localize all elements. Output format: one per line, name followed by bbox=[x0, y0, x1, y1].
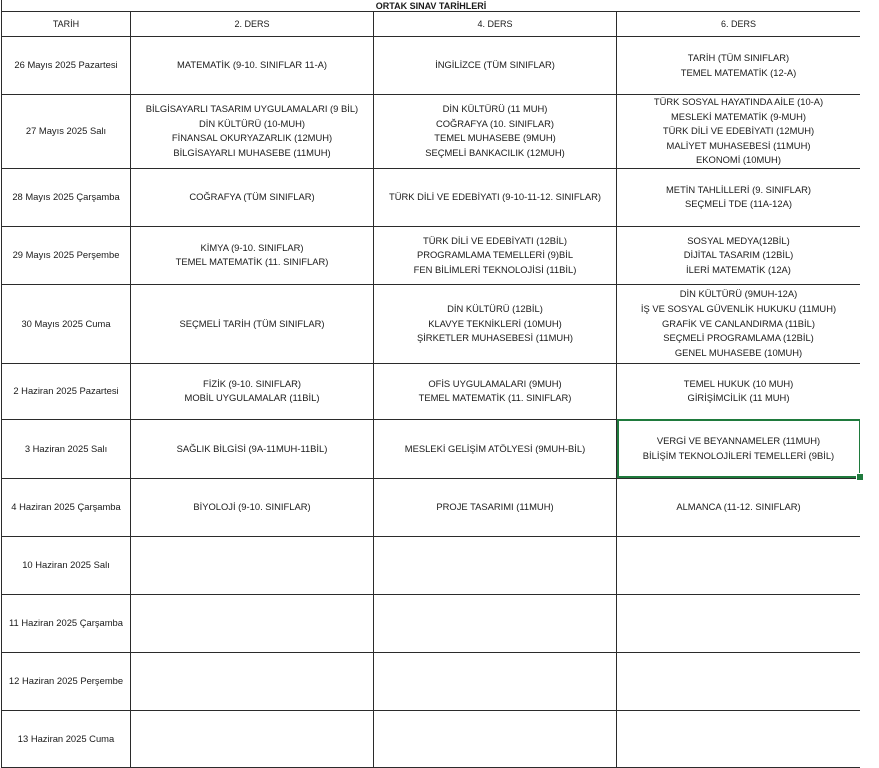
exam-entry: BİLİŞİM TEKNOLOJİLERİ TEMELLERİ (9BİL) bbox=[642, 449, 835, 461]
exam-cell-ders4[interactable] bbox=[374, 536, 617, 594]
exam-entry: SEÇMELİ PROGRAMLAMA (12BİL) bbox=[663, 332, 814, 344]
exam-entry: ŞİRKETLER MUHASEBESİ (11MUH) bbox=[416, 332, 574, 344]
table-row bbox=[2, 710, 861, 767]
exam-entry: TEMEL MATEMATİK (12-A) bbox=[680, 66, 797, 78]
exam-entry: İNGİLİZCE (TÜM SINIFLAR) bbox=[435, 59, 555, 71]
date-cell[interactable]: 13 Haziran 2025 Cuma bbox=[2, 710, 131, 767]
exam-cell-ders4[interactable] bbox=[374, 226, 617, 284]
exam-cell-ders6[interactable] bbox=[617, 710, 861, 767]
exam-cell-ders6[interactable] bbox=[617, 168, 861, 226]
table-row bbox=[2, 536, 861, 594]
exam-cell-ders6[interactable] bbox=[617, 594, 861, 652]
exam-entry: SEÇMELİ TDE (11A-12A) bbox=[685, 198, 792, 210]
table-row bbox=[2, 594, 861, 652]
sheet-title[interactable]: ORTAK SINAV TARİHLERİ bbox=[2, 0, 861, 12]
date-cell[interactable]: 30 Mayıs 2025 Cuma bbox=[2, 284, 131, 363]
date-cell[interactable]: 3 Haziran 2025 Salı bbox=[2, 419, 131, 478]
table-row bbox=[2, 652, 861, 710]
exam-entry: DİN KÜLTÜRÜ (11 MUH) bbox=[442, 103, 548, 115]
exam-cell-ders2[interactable] bbox=[131, 594, 374, 652]
header-tarih[interactable]: TARİH bbox=[2, 12, 131, 37]
exam-schedule-table bbox=[1, 0, 861, 768]
date-cell[interactable]: 2 Haziran 2025 Pazartesi bbox=[2, 363, 131, 419]
exam-entry: BİLGİSAYARLI MUHASEBE (11MUH) bbox=[173, 147, 331, 159]
exam-cell-ders2[interactable] bbox=[131, 363, 374, 419]
exam-entry: MESLEKİ MATEMATİK (9-MUH) bbox=[670, 110, 807, 122]
exam-entry: EKONOMİ (10MUH) bbox=[696, 154, 781, 166]
table-row bbox=[2, 284, 861, 363]
exam-entry: SOSYAL MEDYA(12BİL) bbox=[687, 234, 790, 246]
exam-entry: COĞRAFYA (TÜM SINIFLAR) bbox=[189, 191, 315, 203]
exam-entry: BİLGİSAYARLI TASARIM UYGULAMALARI (9 BİL) bbox=[145, 103, 359, 115]
exam-cell-ders4[interactable] bbox=[374, 652, 617, 710]
exam-entry: TARİH (TÜM SINIFLAR) bbox=[687, 51, 790, 63]
date-cell[interactable]: 29 Mayıs 2025 Perşembe bbox=[2, 226, 131, 284]
exam-cell-ders6[interactable] bbox=[617, 536, 861, 594]
table-row bbox=[2, 478, 861, 536]
exam-entry: TÜRK SOSYAL HAYATINDA AİLE (10-A) bbox=[653, 96, 824, 107]
table-row bbox=[2, 37, 861, 95]
exam-entry: DİN KÜLTÜRÜ (12BİL) bbox=[447, 303, 543, 315]
exam-cell-ders6[interactable] bbox=[617, 478, 861, 536]
exam-cell-ders2[interactable] bbox=[131, 168, 374, 226]
exam-entry: SEÇMELİ BANKACILIK (12MUH) bbox=[425, 147, 565, 159]
header-row bbox=[2, 12, 861, 37]
table-row bbox=[2, 419, 861, 478]
exam-entry: DİN KÜLTÜRÜ (9MUH-12A) bbox=[679, 288, 798, 300]
exam-cell-ders4[interactable] bbox=[374, 37, 617, 95]
exam-entry: OFİS UYGULAMALARI (9MUH) bbox=[428, 377, 562, 389]
exam-entry: TEMEL MATEMATİK (11. SINIFLAR) bbox=[175, 256, 329, 268]
exam-entry: ALMANCA (11-12. SINIFLAR) bbox=[676, 501, 801, 513]
exam-cell-ders4[interactable] bbox=[374, 284, 617, 363]
exam-cell-ders6[interactable] bbox=[617, 95, 861, 169]
exam-entry: TÜRK DİLİ VE EDEBİYATI (9-10-11-12. SINIFLAR) bbox=[388, 191, 602, 203]
exam-cell-ders6[interactable] bbox=[617, 652, 861, 710]
fill-handle[interactable] bbox=[856, 473, 864, 481]
exam-cell-ders6[interactable] bbox=[617, 37, 861, 95]
exam-entry: PROGRAMLAMA TEMELLERİ (9)BİL bbox=[416, 249, 574, 261]
exam-cell-ders2[interactable] bbox=[131, 710, 374, 767]
exam-entry: TEMEL HUKUK (10 MUH) bbox=[683, 377, 794, 389]
sheet-gutter bbox=[860, 0, 879, 768]
exam-cell-ders4[interactable] bbox=[374, 95, 617, 169]
exam-cell-ders4[interactable] bbox=[374, 478, 617, 536]
date-cell[interactable]: 26 Mayıs 2025 Pazartesi bbox=[2, 37, 131, 95]
exam-entry: DİN KÜLTÜRÜ (10-MUH) bbox=[198, 117, 306, 129]
exam-entry: VERGİ VE BEYANNAMELER (11MUH) bbox=[656, 435, 821, 447]
exam-entry: TEMEL MATEMATİK (11. SINIFLAR) bbox=[418, 392, 572, 404]
exam-cell-ders2[interactable] bbox=[131, 536, 374, 594]
exam-cell-ders6[interactable] bbox=[617, 284, 861, 363]
exam-entry: DİJİTAL TASARIM (12BİL) bbox=[683, 249, 794, 261]
exam-entry: SAĞLIK BİLGİSİ (9A-11MUH-11BİL) bbox=[176, 442, 328, 454]
exam-entry: FİNANSAL OKURYAZARLIK (12MUH) bbox=[171, 132, 333, 144]
exam-entry: MALİYET MUHASEBESİ (11MUH) bbox=[666, 139, 811, 151]
exam-cell-ders6[interactable] bbox=[617, 419, 861, 478]
exam-entry: SEÇMELİ TARİH (TÜM SINIFLAR) bbox=[179, 317, 325, 329]
exam-entry: MESLEKİ GELİŞİM ATÖLYESİ (9MUH-BİL) bbox=[404, 442, 586, 454]
exam-entry: İLERİ MATEMATİK (12A) bbox=[686, 263, 791, 275]
exam-entry: GİRİŞİMCİLİK (11 MUH) bbox=[687, 392, 790, 404]
exam-entry: GENEL MUHASEBE (10MUH) bbox=[674, 346, 803, 358]
exam-cell-ders4[interactable] bbox=[374, 419, 617, 478]
date-cell[interactable]: 4 Haziran 2025 Çarşamba bbox=[2, 478, 131, 536]
table-row bbox=[2, 363, 861, 419]
exam-cell-ders4[interactable] bbox=[374, 594, 617, 652]
exam-cell-ders2[interactable] bbox=[131, 652, 374, 710]
exam-entry: TÜRK DİLİ VE EDEBİYATI (12BİL) bbox=[423, 234, 567, 246]
exam-entry: KİMYA (9-10. SINIFLAR) bbox=[200, 241, 304, 253]
date-cell[interactable]: 11 Haziran 2025 Çarşamba bbox=[2, 594, 131, 652]
exam-cell-ders4[interactable] bbox=[374, 168, 617, 226]
date-cell[interactable]: 10 Haziran 2025 Salı bbox=[2, 536, 131, 594]
exam-cell-ders2[interactable] bbox=[131, 284, 374, 363]
exam-entry: METİN TAHLİLLERİ (9. SINIFLAR) bbox=[666, 183, 811, 195]
exam-entry: KLAVYE TEKNİKLERİ (10MUH) bbox=[428, 317, 562, 329]
exam-entry: PROJE TASARIMI (11MUH) bbox=[436, 501, 554, 513]
header-ders-6[interactable]: 6. DERS bbox=[617, 12, 861, 37]
exam-entry: GRAFİK VE CANLANDIRMA (11BİL) bbox=[662, 317, 815, 329]
exam-entry: MATEMATİK (9-10. SINIFLAR 11-A) bbox=[176, 59, 328, 71]
exam-entry: FEN BİLİMLERİ TEKNOLOJİSİ (11BİL) bbox=[413, 263, 577, 275]
exam-cell-ders2[interactable] bbox=[131, 37, 374, 95]
exam-entry: COĞRAFYA (10. SINIFLAR) bbox=[435, 117, 555, 129]
exam-cell-ders2[interactable] bbox=[131, 478, 374, 536]
table-row bbox=[2, 226, 861, 284]
title-row bbox=[2, 0, 861, 12]
exam-entry: BİYOLOJİ (9-10. SINIFLAR) bbox=[193, 501, 311, 513]
date-cell[interactable]: 28 Mayıs 2025 Çarşamba bbox=[2, 168, 131, 226]
exam-cell-ders4[interactable] bbox=[374, 363, 617, 419]
exam-entry: TÜRK DİLİ VE EDEBİYATI (12MUH) bbox=[662, 125, 815, 137]
exam-cell-ders4[interactable] bbox=[374, 710, 617, 767]
table-row bbox=[2, 95, 861, 169]
exam-cell-ders2[interactable] bbox=[131, 419, 374, 478]
exam-entry: İŞ VE SOSYAL GÜVENLİK HUKUKU (11MUH) bbox=[640, 303, 837, 315]
exam-entry: MOBİL UYGULAMALAR (11BİL) bbox=[184, 392, 320, 404]
header-ders-2[interactable]: 2. DERS bbox=[131, 12, 374, 37]
exam-entry: TEMEL MUHASEBE (9MUH) bbox=[434, 132, 556, 144]
exam-cell-ders6[interactable] bbox=[617, 226, 861, 284]
exam-cell-ders2[interactable] bbox=[131, 95, 374, 169]
exam-cell-ders2[interactable] bbox=[131, 226, 374, 284]
exam-cell-ders6[interactable] bbox=[617, 363, 861, 419]
date-cell[interactable]: 27 Mayıs 2025 Salı bbox=[2, 95, 131, 169]
table-row bbox=[2, 168, 861, 226]
header-ders-4[interactable]: 4. DERS bbox=[374, 12, 617, 37]
date-cell[interactable]: 12 Haziran 2025 Perşembe bbox=[2, 652, 131, 710]
exam-entry: FİZİK (9-10. SINIFLAR) bbox=[203, 377, 301, 389]
